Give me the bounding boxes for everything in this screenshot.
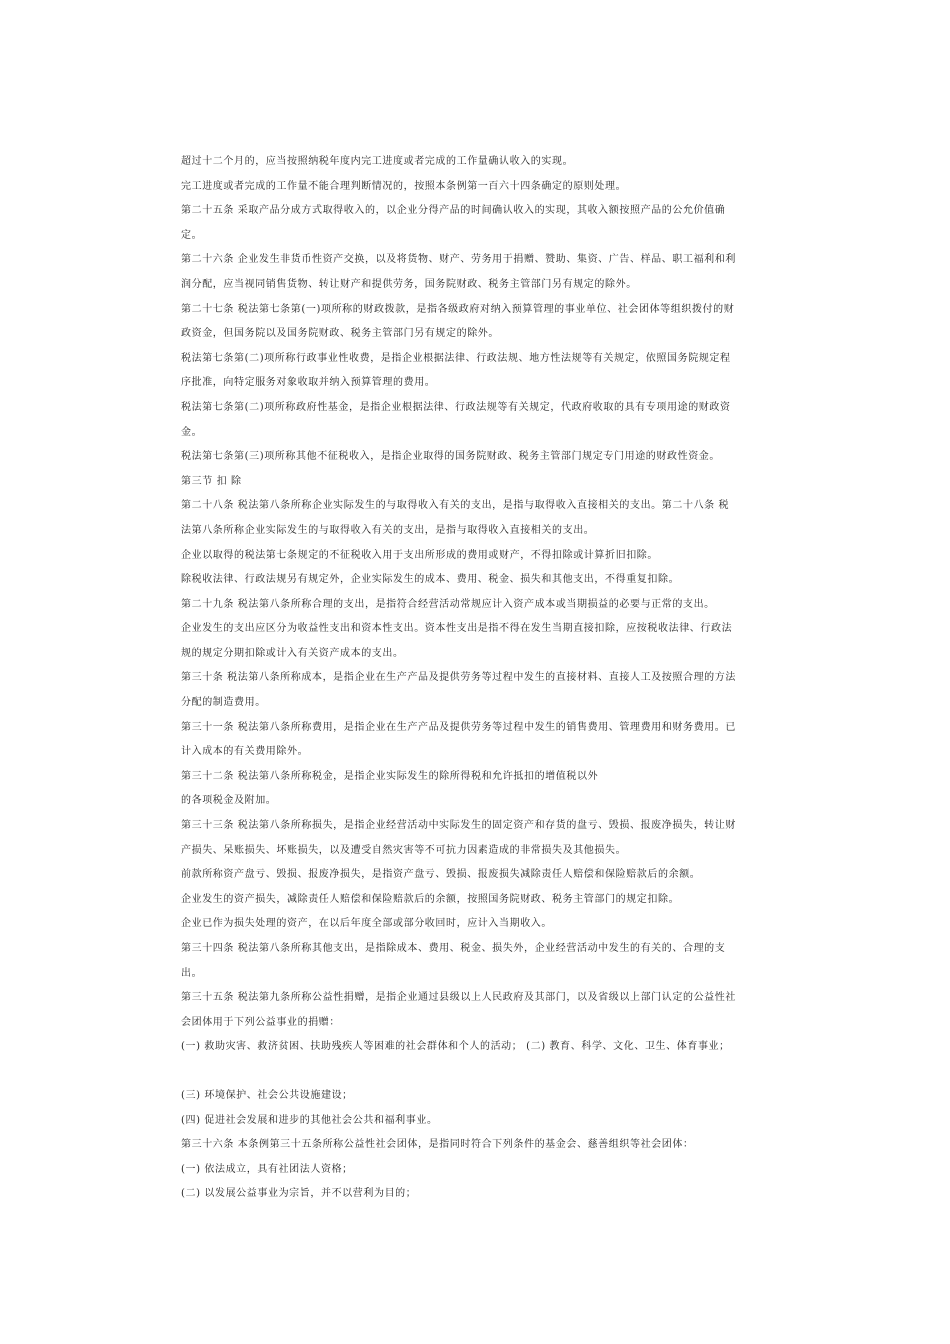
- text-line: 超过十二个月的，应当按照纳税年度内完工进度或者完成的工作量确认收入的实现。: [181, 156, 574, 167]
- text-line: 除税收法律、行政法规另有规定外，企业实际发生的成本、费用、税金、损失和其他支出，不得重复扣除。: [181, 574, 680, 586]
- text-line: 计入成本的有关费用除外。: [181, 746, 309, 758]
- text-line: 序批准，向特定服务对象收取并纳入预算管理的费用。: [181, 377, 436, 389]
- text-line: 第三十条 税法第八条所称成本，是指企业在生产产品及提供劳务等过程中发生的直接材料、直接人工及按照合理的方法: [181, 672, 736, 684]
- text-line: 第三十五条 税法第九条所称公益性捐赠，是指企业通过县级以上人民政府及其部门，以及省级以上部门认定的公益性社: [181, 992, 736, 1004]
- text-line: 第二十七条 税法第七条第(一)项所称的财政拨款，是指各级政府对纳入预算管理的事业单位、社会团体等组织拨付的财: [181, 303, 735, 315]
- text-line: 定。: [181, 229, 203, 241]
- document-page: [181, 150, 771, 1207]
- text-line: 第二十六条 企业发生非货币性资产交换，以及将货物、财产、劳务用于捐赠、赞助、集资、广告、样品、职工福利和利: [181, 254, 736, 266]
- paragraph-gap: [181, 1060, 771, 1084]
- text-line: 第三十四条 税法第八条所称其他支出，是指除成本、费用、税金、损失外，企业经营活动中发生的有关的、合理的支: [181, 943, 726, 954]
- text-line: 法第八条所称企业实际发生的与取得收入有关的支出，是指与取得收入直接相关的支出。: [181, 524, 595, 536]
- text-line: 第三十三条 税法第八条所称损失，是指企业经营活动中实际发生的固定资产和存货的盘亏、毁损、报废净损失，转让财: [181, 820, 736, 832]
- text-line: 企业以取得的税法第七条规定的不征税收入用于支出所形成的费用或财产，不得扣除或计算折旧扣除。: [181, 549, 658, 561]
- text-line: (一) 救助灾害、救济贫困、扶助残疾人等困难的社会群体和个人的活动； (二) 教育、科学、文化、卫生、体育事业；: [181, 1041, 730, 1053]
- text-line: (二) 以发展公益事业为宗旨，并不以营利为目的；: [181, 1188, 417, 1200]
- text-line: 的各项税金及附加。: [181, 795, 277, 807]
- text-line: 企业发生的资产损失，减除责任人赔偿和保险赔款后的余额，按照国务院财政、税务主管部门的规定扣除。: [181, 893, 680, 905]
- text-line: 第二十五条 采取产品分成方式取得收入的，以企业分得产品的时间确认收入的实现，其收入额按照产品的公允价值确: [181, 205, 726, 217]
- text-line: (一) 依法成立，具有社团法人资格；: [181, 1163, 353, 1175]
- text-line: 前款所称资产盘亏、毁损、报废净损失，是指资产盘亏、毁损、报废损失减除责任人赔偿和保险赔款后的余额。: [181, 869, 701, 881]
- text-line: 税法第七条第(二)项所称行政事业性收费，是指企业根据法律、行政法规、地方性法规等有关规定，依照国务院规定程: [181, 352, 731, 364]
- text-line: 规的规定分期扣除或计入有关资产成本的支出。: [181, 647, 404, 659]
- text-line: 会团体用于下列公益事业的捐赠：: [181, 1016, 340, 1028]
- text-line: 第二十九条 税法第八条所称合理的支出，是指符合经营活动常规应计入资产成本或当期损益的必要与正常的支出。: [181, 598, 715, 610]
- text-line: 分配的制造费用。: [181, 697, 266, 709]
- text-line: (三) 环境保护、社会公共设施建设；: [181, 1089, 353, 1101]
- text-line: 企业已作为损失处理的资产，在以后年度全部或部分收回时，应计入当期收入。: [181, 918, 552, 930]
- text-line: 第三十一条 税法第八条所称费用，是指企业在生产产品及提供劳务等过程中发生的销售费用、管理费用和财务费用。已: [181, 721, 736, 733]
- text-line: 第二十八条 税法第八条所称企业实际发生的与取得收入有关的支出，是指与取得收入直接相关的支出。第二十八条 税: [181, 500, 730, 512]
- text-line: 出。: [181, 967, 203, 979]
- text-line: 企业发生的支出应区分为收益性支出和资本性支出。资本性支出是指不得在发生当期直接扣除，应按税收法律、行政法: [181, 623, 733, 635]
- text-line: 政资金，但国务院以及国务院财政、税务主管部门另有规定的除外。: [181, 328, 499, 340]
- text-line: 税法第七条第(三)项所称其他不征税收入，是指企业取得的国务院财政、税务主管部门规定专门用途的财政性资金。: [181, 451, 721, 463]
- text-line: 金。: [181, 426, 203, 438]
- text-line: 产损失、呆账损失、坏账损失，以及遭受自然灾害等不可抗力因素造成的非常损失及其他损失。: [181, 844, 627, 856]
- text-line: 第三十六条 本条例第三十五条所称公益性社会团体，是指同时符合下列条件的基金会、慈善组织等社会团体：: [181, 1139, 694, 1151]
- text-line: 第三节 扣 除: [181, 475, 242, 487]
- text-line: (四) 促进社会发展和进步的其他社会公共和福利事业。: [181, 1114, 438, 1126]
- text-line: 税法第七条第(二)项所称政府性基金，是指企业根据法律、行政法规等有关规定，代政府收取的具有专项用途的财政资: [181, 401, 731, 413]
- text-line: 润分配，应当视同销售货物、转让财产和提供劳务，国务院财政、税务主管部门另有规定的除外。: [181, 278, 637, 290]
- text-line: 第三十二条 税法第八条所称税金，是指企业实际发生的除所得税和允许抵扣的增值税以外: [181, 770, 599, 782]
- text-line: 完工进度或者完成的工作量不能合理判断情况的，按照本条例第一百六十四条确定的原则处理。: [181, 180, 627, 192]
